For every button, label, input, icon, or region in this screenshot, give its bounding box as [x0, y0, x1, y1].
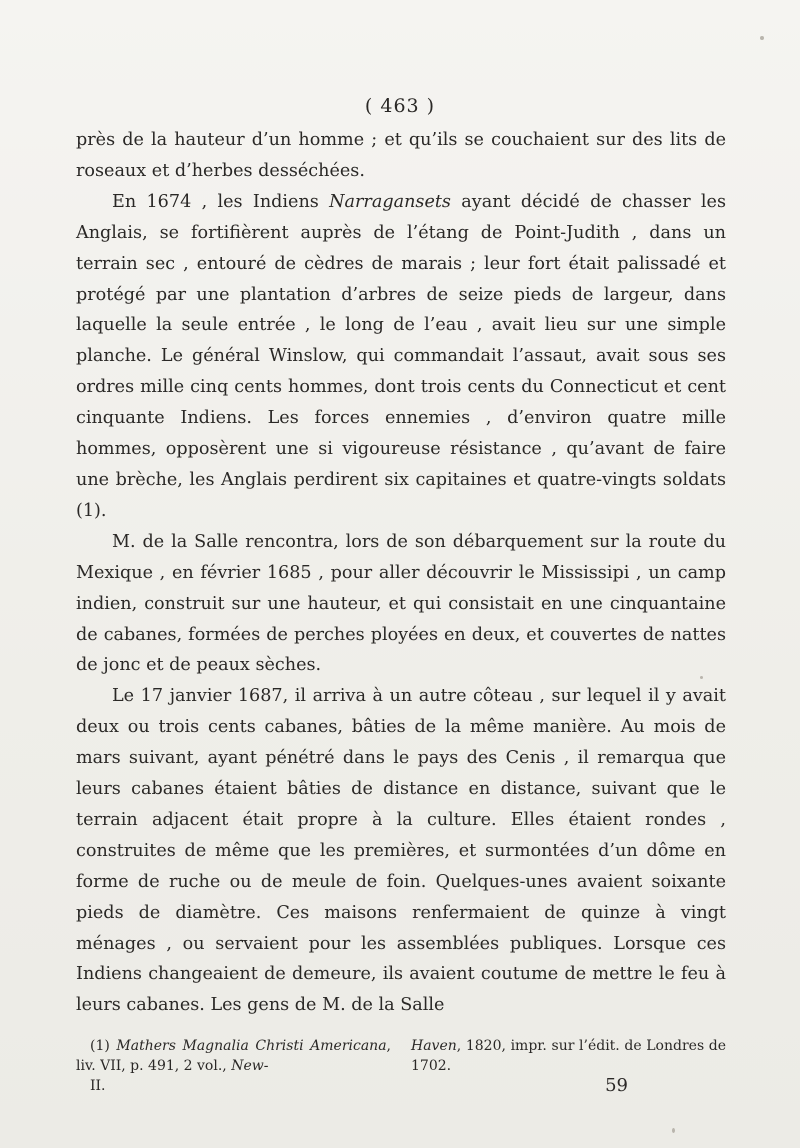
- footnotes: [76, 1036, 726, 1096]
- text-run: M. de la Salle rencontra, lors de son débarquement sur la route du Mexique , en février 1685 , pour aller découvrir le Mississipi , un camp indien, construit sur une hauteur, et qui consistait en une cinquantaine de cabanes, formées de perches ployées en deux, et couvertes de nattes de jonc et de peaux sèches.: [76, 531, 726, 676]
- italic-text: Haven: [411, 1038, 457, 1054]
- italic-text: Narragansets: [329, 191, 451, 212]
- text-run: (1): [90, 1038, 117, 1054]
- body-text: [76, 125, 726, 1021]
- text-run: Le 17 janvier 1687, il arriva à un autre côteau , sur lequel il y avait deux ou trois cents cabanes, bâties de la même manière. Au mois de mars suivant, ayant pénétré dans le pays des Cenis , il remarqua que leurs cabanes étaient bâties de distance en distance, suivant que le terrain adjacent était propre à la culture. Elles étaient rondes , construites de même que les premières, et surmontées d’un dôme en forme de ruche ou de meule de foin. Quelques-unes avaient soixante pieds de diamètre. Ces maisons renfermaient de quinze à vingt ménages , ou servaient pour les assemblées publiques. Lorsque ces Indiens changeaient de demeure, ils avaient coutume de mettre le feu à leurs cabanes. Les gens de M. de la Salle: [76, 686, 726, 1016]
- paper-speck: [700, 676, 703, 679]
- paragraph: [76, 125, 726, 187]
- paragraph: [76, 527, 726, 682]
- footnote-1-start: [76, 1036, 391, 1076]
- paragraph: [76, 681, 726, 1021]
- italic-text: Mathers Magnalia Christi Americana: [116, 1038, 387, 1054]
- paper-speck: [760, 36, 764, 40]
- text-run: En 1674 , les Indiens: [112, 191, 330, 212]
- text-run: , 1820, impr. sur l’édit. de Londres de 1702.: [411, 1038, 726, 1074]
- text-run: près de la hauteur d’un homme ; et qu’ils se couchaient sur des lits de roseaux et d’herbes desséchées.: [76, 130, 726, 181]
- footnote-left-column: [76, 1036, 391, 1076]
- signature-mark: II.: [90, 1078, 106, 1094]
- paper-speck: [672, 1128, 675, 1133]
- text-run: , liv. VII, p. 491, 2 vol.,: [76, 1038, 391, 1074]
- italic-text: New-: [231, 1058, 269, 1074]
- footnote-1-continuation: [411, 1036, 726, 1076]
- paragraph: [76, 187, 726, 527]
- folio-number: 59: [605, 1075, 628, 1096]
- text-run: ayant décidé de chasser les Anglais, se fortifièrent auprès de l’étang de Point-Judith , dans un terrain sec , entouré de cèdres de marais ; leur fort était palissadé et protégé par une plantation d’arbres de seize pieds de largeur, dans laquelle la seule entrée , le long de l’eau , avait lieu sur une simple planche. Le général Winslow, qui commandait l’assaut, avait sous ses ordres mille cinq cents hommes, dont trois cents du Connecticut et cent cinquante Indiens. Les forces ennemies , d’environ quatre mille hommes, opposèrent une si vigoureuse résistance , qu’avant de faire une brèche, les Anglais perdirent six capitaines et quatre-vingts soldats (1).: [76, 191, 726, 521]
- footnote-right-column: [411, 1036, 726, 1076]
- page-number: ( 463 ): [364, 95, 436, 117]
